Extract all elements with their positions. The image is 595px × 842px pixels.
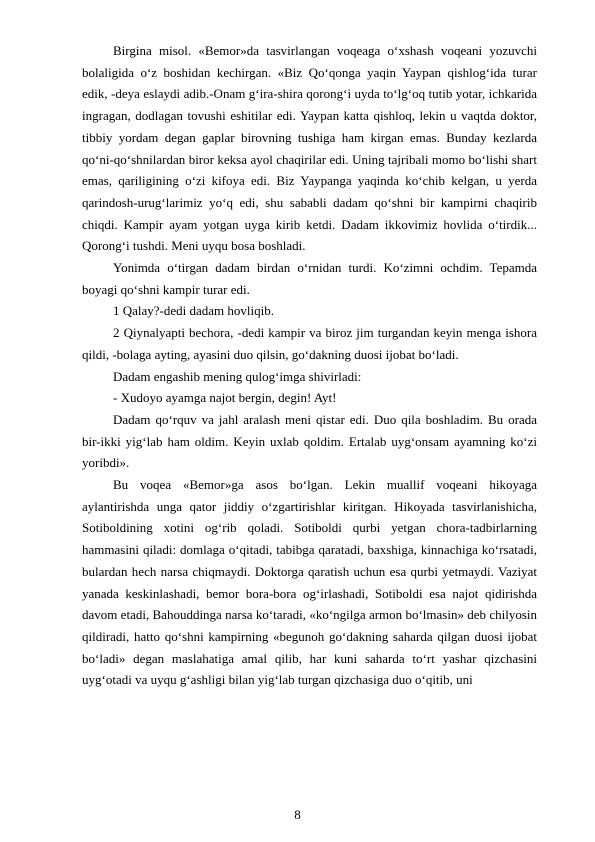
paragraph-8: Bu voqea «Bemor»ga asos bo‘lgan. Lekin muallif voqeani hikoyaga aylantirishda unga qator jiddiy o‘zgartirishlar kiritgan. Hikoyada tasvirlanishicha, Sotiboldining xotini og‘rib qoladi. Sotiboldi qurbi yetgan chora-tadbirlarning hammasini qiladi: domlaga o‘qitadi, tabibga qaratadi, baxshiga, kinnachiga ko‘rsatadi, bulardan hech narsa chiqmaydi. Doktorga qaratish uchun esa qurbi yetmaydi. Vaziyat yanada keskinlashadi, bemor bora-bora og‘irlashadi, Sotiboldi esa najot qidirishda davom etadi, Bahouddinga narsa ko‘taradi, «ko‘ngilga armon bo‘lmasin» deb chilyosin qildiradi, hatto qo‘shni kampirning «begunoh go‘dakning saharda qilgan duosi ijobat bo‘ladi» degan maslahatiga amal qilib, har kuni saharda to‘rt yashar qizchasini uyg‘otadi va uyqu g‘ashligi bilan yig‘lab turgan qizchasiga duo o‘qitib, uni [82,477,537,688]
paragraph-7: Dadam qo‘rquv va jahl aralash meni qistar edi. Duo qila boshladim. Bu orada bir-ikki yig‘lab ham oldim. Keyin uxlab qoldim. Ertalab uyg‘onsam ayamning ko‘zi yoribdi». [82,411,537,471]
paragraph-2: Yonimda o‘tirgan dadam birdan o‘rnidan turdi. Ko‘zimni ochdim. Tepamda boyagi qo‘shni kampir turar edi. [82,260,537,297]
paragraph-3: 1 Qalay?-dedi dadam hovliqib. [113,303,275,319]
paragraph-1: Birgina misol. «Bemor»da tasvirlangan voqeaga o‘xshash voqeani yozuvchi bolaligida o‘z boshidan kechirgan. «Biz Qo‘qonga yaqin Yaypan qishlog‘ida turar edik, -deya eslaydi adib.-Onam g‘ira-shira qorong‘i uyda to‘lg‘oq tutib yotar, ichkarida ingragan, dodlagan tovushi eshitilar edi. Yaypan katta qishloq, lekin u vaqtda doktor, tibbiy yordam degan gaplar birovning tushiga ham kirgan emas. Bunday kezlarda qo‘ni-qo‘shnilardan biror keksa ayol chaqirilar edi. Uning tajribali momo bo‘lishi shart emas, qariligining o‘zi kifoya edi. Biz Yaypanga yaqinda ko‘chib kelgan, u yerda qarindosh-urug‘larimiz yo‘q edi, shu sababli dadam qo‘shni bir kampirni chaqirib chiqdi. Kampir ayam yotgan uyga kirib ketdi. Dadam ikkovimiz hovlida o‘tirdik... Qorong‘i tushdi. Meni uyqu bosa boshladi. [82,43,537,254]
paragraph-4: 2 Qiynalyapti bechora, -dedi kampir va biroz jim turgandan keyin menga ishora qildi, -bolaga ayting, ayasini duo qilsin, go‘dakning duosi ijobat bo‘ladi. [82,325,537,362]
paragraph-5: Dadam engashib mening qulog‘imga shivirladi: [113,368,362,384]
page-number: 8 [294,807,301,822]
document-body [82,40,537,691]
paragraph-6: - Xudoyo ayamga najot bergin, degin! Ayt! [113,390,337,406]
